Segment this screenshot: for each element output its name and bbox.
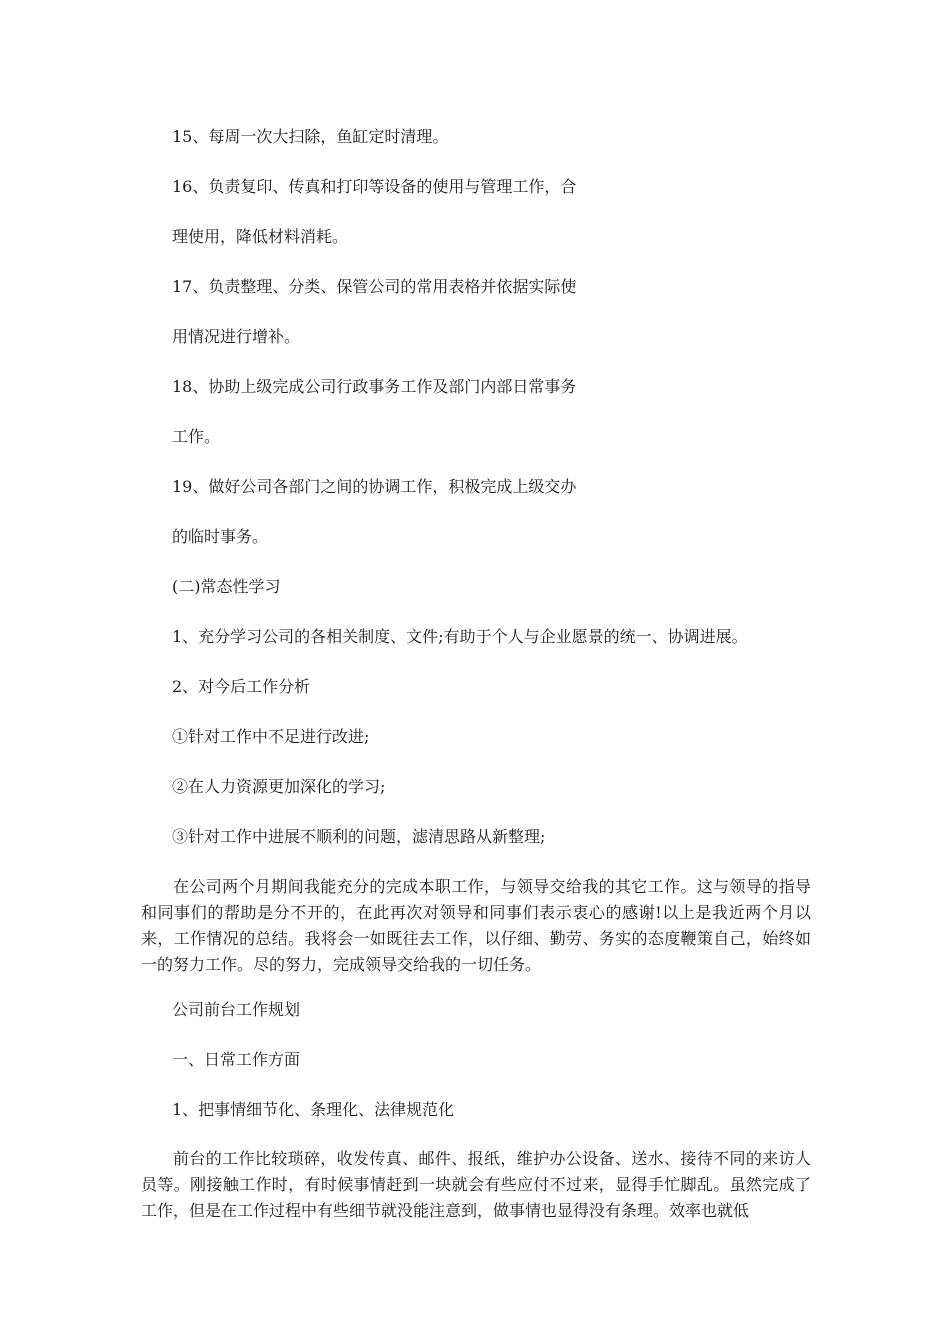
list-item-16-continued: 理使用，降低材料消耗。 bbox=[172, 227, 349, 246]
list-item-18-continued: 工作。 bbox=[172, 427, 221, 446]
front-desk-paragraph: 前台的工作比较琐碎，收发传真、邮件、报纸，维护办公设备、送水、接待不同的来访人员等。刚接触工作时，有时候事情赶到一块就会有些应付不过来，显得手忙脚乱。虽然完成了工作，但是在工作过程中有些细节就没能注意到，做事情也显得没有条理。效率也就低 bbox=[141, 1149, 811, 1220]
analysis-item-2: ②在人力资源更加深化的学习; bbox=[172, 777, 386, 796]
section-item: 1、把事情细节化、条理化、法律规范化 bbox=[172, 1100, 455, 1119]
list-item-19-continued: 的临时事务。 bbox=[172, 527, 269, 546]
list-item-15: 15、每周一次大扫除，鱼缸定时清理。 bbox=[172, 127, 449, 146]
analysis-item-1: ①针对工作中不足进行改进; bbox=[172, 727, 370, 746]
list-item-17: 17、负责整理、分类、保管公司的常用表格并依据实际使 bbox=[172, 277, 577, 296]
section-heading: 一、日常工作方面 bbox=[172, 1050, 301, 1069]
list-item-16: 16、负责复印、传真和打印等设备的使用与管理工作，合 bbox=[172, 177, 577, 196]
list-item-19: 19、做好公司各部门之间的协调工作，积极完成上级交办 bbox=[172, 477, 577, 496]
list-item-18: 18、协助上级完成公司行政事务工作及部门内部日常事务 bbox=[172, 377, 577, 396]
subsection-heading: (二)常态性学习 bbox=[172, 577, 281, 596]
summary-paragraph: 在公司两个月期间我能充分的完成本职工作，与领导交给我的其它工作。这与领导的指导和同事们的帮助是分不开的，在此再次对领导和同事们表示衷心的感谢!以上是我近两个月以来，工作情况的总结。我将会一如既往去工作，以仔细、勤劳、务实的态度鞭策自己，始终如一的努力工作。尽的努力，完成领导交给我的一切任务。 bbox=[141, 877, 811, 974]
section-title: 公司前台工作规划 bbox=[172, 1000, 301, 1019]
study-item-1: 1、充分学习公司的各相关制度、文件;有助于个人与企业愿景的统一、协调进展。 bbox=[172, 627, 748, 646]
analysis-item-3: ③针对工作中进展不顺利的问题，滤清思路从新整理; bbox=[172, 827, 546, 846]
study-item-2: 2、对今后工作分析 bbox=[172, 677, 311, 696]
list-item-17-continued: 用情况进行增补。 bbox=[172, 327, 301, 346]
